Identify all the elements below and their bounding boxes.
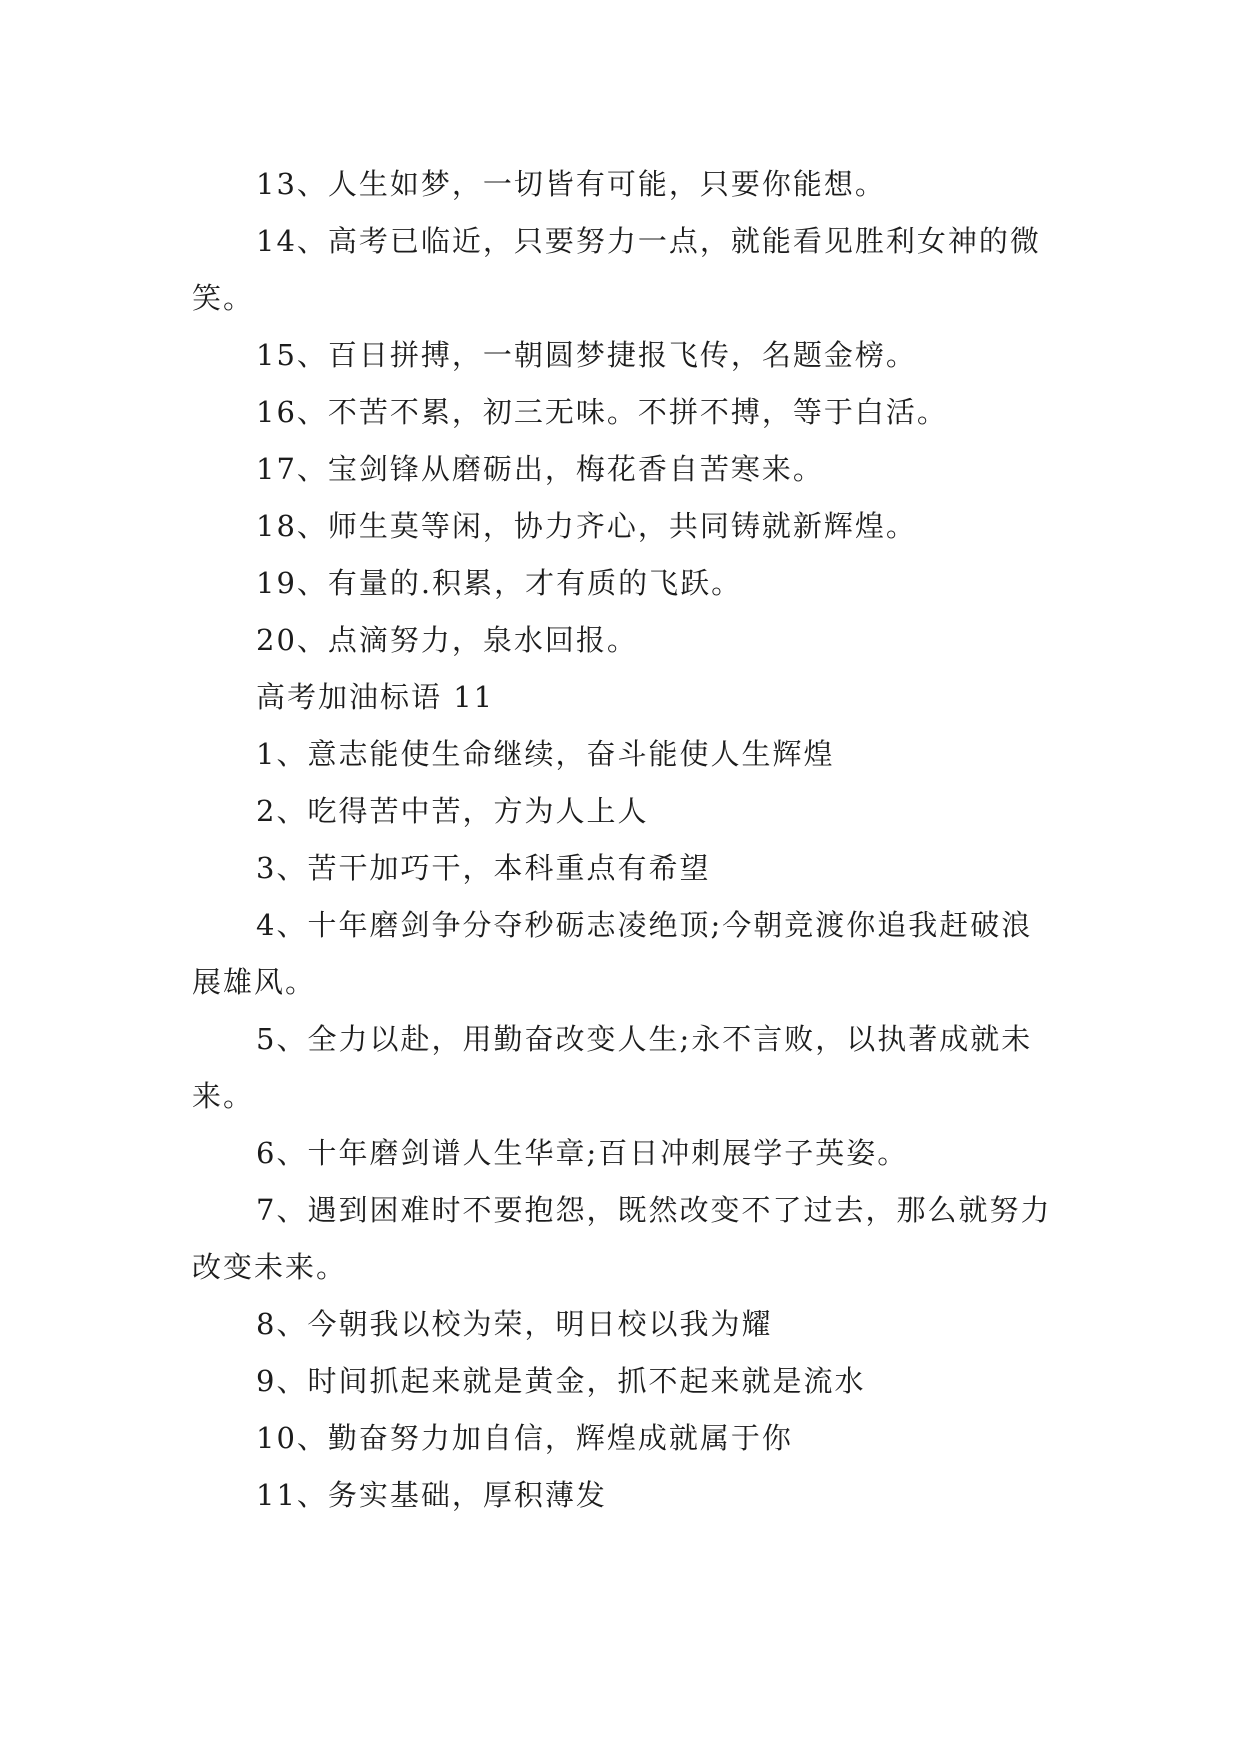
paragraph-item-20: 20、点滴努力，泉水回报。 — [256, 623, 638, 657]
section-heading: 高考加油标语 11 — [256, 680, 495, 714]
slogan-item-9: 9、时间抓起来就是黄金，抓不起来就是流水 — [256, 1364, 866, 1398]
paragraph-item-14: 14、高考已临近，只要努力一点，就能看见胜利女神的微笑。 — [192, 224, 1041, 315]
slogan-item-4: 4、十年磨剑争分夺秒砺志凌绝顶;今朝竞渡你追我赶破浪展雄风。 — [192, 908, 1033, 999]
slogan-item-7: 7、遇到困难时不要抱怨，既然改变不了过去，那么就努力改变未来。 — [192, 1193, 1052, 1284]
slogan-item-3: 3、苦干加巧干，本科重点有希望 — [256, 851, 711, 885]
slogan-item-2: 2、吃得苦中苦，方为人上人 — [256, 794, 649, 828]
document-body — [192, 156, 1052, 1524]
paragraph-item-16: 16、不苦不累，初三无味。不拼不搏，等于白活。 — [256, 395, 948, 429]
paragraph-item-17: 17、宝剑锋从磨砺出，梅花香自苦寒来。 — [256, 452, 824, 486]
paragraph-item-18: 18、师生莫等闲，协力齐心，共同铸就新辉煌。 — [256, 509, 917, 543]
slogan-item-6: 6、十年磨剑谱人生华章;百日冲刺展学子英姿。 — [256, 1136, 909, 1170]
slogan-item-1: 1、意志能使生命继续，奋斗能使人生辉煌 — [256, 737, 835, 771]
slogan-item-10: 10、勤奋努力加自信，辉煌成就属于你 — [256, 1421, 793, 1455]
slogan-item-11: 11、务实基础，厚积薄发 — [256, 1478, 607, 1512]
slogan-item-5: 5、全力以赴，用勤奋改变人生;永不言败，以执著成就未来。 — [192, 1022, 1033, 1113]
slogan-item-8: 8、今朝我以校为荣，明日校以我为耀 — [256, 1307, 773, 1341]
paragraph-item-15: 15、百日拼搏，一朝圆梦捷报飞传，名题金榜。 — [256, 338, 917, 372]
paragraph-item-19: 19、有量的.积累，才有质的飞跃。 — [256, 566, 743, 600]
paragraph-item-13: 13、人生如梦，一切皆有可能，只要你能想。 — [256, 167, 886, 201]
